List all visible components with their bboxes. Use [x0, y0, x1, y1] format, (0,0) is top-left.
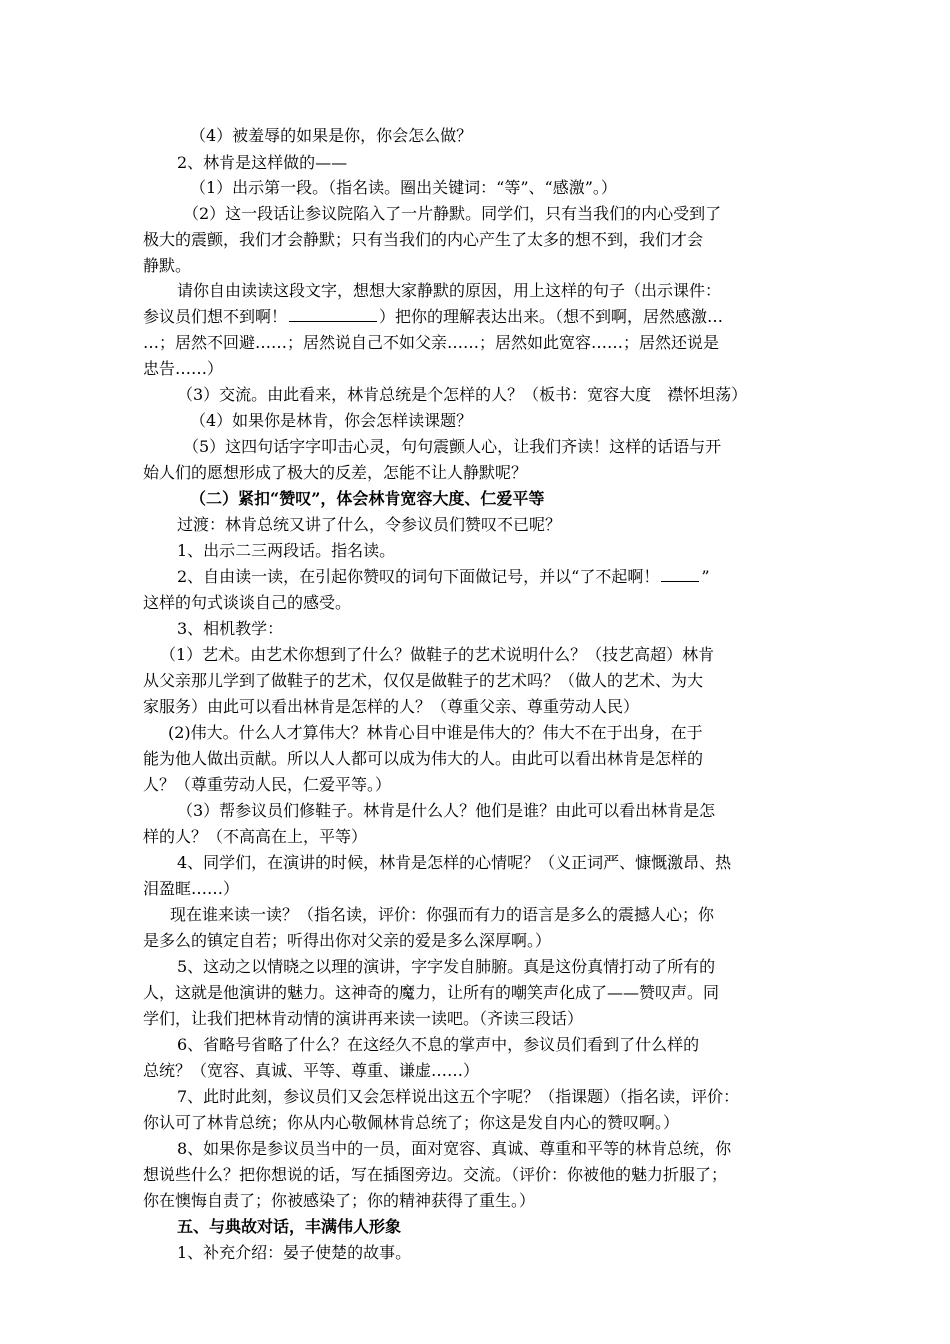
text-segment: 参议员们想不到啊！ — [143, 307, 288, 326]
text-line: 始人们的愿想形成了极大的反差，怎能不让人静默呢？ — [143, 463, 528, 482]
text-line: 泪盈眶……） — [143, 879, 240, 898]
text-line: （3）交流。由此看来，林肯总统是个怎样的人？（板书：宽容大度 襟怀坦荡） — [177, 385, 748, 404]
text-line: 极大的震颤，我们才会静默；只有当我们的内心产生了太多的想不到，我们才会 — [143, 230, 704, 249]
text-segment: 2、自由读一读，在引起你赞叹的词句下面做记号，并以“了不起啊！ — [177, 567, 660, 586]
text-line: (2)伟大。什么人才算伟大？林肯心目中谁是伟大的？伟大不在于出身，在于 — [168, 723, 703, 742]
text-line: …；居然不回避……；居然说自己不如父亲……；居然如此宽容……；居然还说是 — [143, 333, 720, 352]
text-line: 7、此时此刻，参议员们又会怎样说出这五个字呢？（指课题）（指名读，评价： — [177, 1087, 740, 1106]
text-line: 从父亲那儿学到了做鞋子的艺术，仅仅是做鞋子的艺术吗？（做人的艺术、为大 — [143, 671, 704, 690]
text-line: 3、相机教学： — [177, 619, 284, 638]
text-line: 静默。 — [143, 256, 192, 275]
text-line: 学们，让我们把林肯动情的演讲再来读一读吧。（齐读三段话） — [143, 1009, 584, 1028]
fill-in-blank — [661, 567, 699, 582]
text-line: 人？（尊重劳动人民，仁爱平等。） — [143, 775, 392, 794]
text-segment: ）把你的理解表达出来。（想不到啊，居然感激… — [379, 307, 724, 326]
text-line: 总统？（宽容、真诚、平等、尊重、谦虚……） — [143, 1061, 480, 1080]
text-line: 是多么的镇定自若；听得出你对父亲的爱是多么深厚啊。） — [143, 931, 552, 950]
text-line: 你在懊悔自责了；你被感染了；你的精神获得了重生。） — [143, 1191, 536, 1210]
text-line: （5）这四句话字字叩击心灵，句句震颤人心，让我们齐读！这样的话语与开 — [183, 437, 722, 456]
section-heading: （二）紧扣“赞叹”，体会林肯宽容大度、仁爱平等 — [190, 489, 545, 508]
text-line: 人，这就是他演讲的魅力。这神奇的魔力，让所有的嘲笑声化成了——赞叹声。同 — [143, 983, 720, 1002]
text-line: （4）被羞辱的如果是你，你会怎么做？ — [190, 126, 473, 145]
text-line: （4）如果你是林肯，你会怎样读课题？ — [190, 411, 473, 430]
text-line: （2）这一段话让参议院陷入了一片静默。同学们，只有当我们的内心受到了 — [183, 204, 722, 223]
text-line: 想说些什么？把你想说的话，写在插图旁边。交流。（评价：你被他的魅力折服了； — [143, 1165, 728, 1184]
fill-in-blank — [289, 307, 377, 322]
text-segment: ” — [701, 567, 710, 586]
text-line: 能为他人做出贡献。所以人人都可以成为伟大的人。由此可以看出林肯是怎样的 — [143, 749, 704, 768]
text-line: 1、补充介绍：晏子使楚的故事。 — [177, 1243, 412, 1262]
text-line: 过渡：林肯总统又讲了什么，令参议员们赞叹不已呢？ — [177, 515, 562, 534]
text-line: 忠告……） — [143, 359, 224, 378]
text-line: 6、省略号省略了什么？在这经久不息的掌声中，参议员们看到了什么样的 — [177, 1035, 700, 1054]
text-line: （1）艺术。由艺术你想到了什么？做鞋子的艺术说明什么？（技艺高超）林肯 — [160, 645, 715, 664]
text-line: 你认可了林肯总统；你从内心敬佩林肯总统了；你这是发自内心的赞叹啊。） — [143, 1113, 680, 1132]
text-line-with-blank — [143, 306, 813, 328]
text-line: 4、同学们，在演讲的时候，林肯是怎样的心情呢？（义正词严、慷慨激昂、热 — [177, 853, 732, 872]
text-line: （1）出示第一段。（指名读。圈出关键词：“等”、“感激”。） — [190, 178, 617, 197]
text-line: 这样的句式谈谈自己的感受。 — [143, 593, 352, 612]
text-line-with-blank — [177, 566, 847, 588]
section-heading: 五、与典故对话，丰满伟人形象 — [177, 1217, 402, 1236]
text-line: 1、出示二三两段话。指名读。 — [177, 541, 396, 560]
text-line: 家服务）由此可以看出林肯是怎样的人？（尊重父亲、尊重劳动人民） — [143, 697, 640, 716]
text-line: （3）帮参议员们修鞋子。林肯是什么人？他们是谁？由此可以看出林肯是怎 — [177, 801, 716, 820]
text-line: 请你自由读读这段文字，想想大家静默的原因，用上这样的句子（出示课件： — [177, 281, 722, 300]
text-line: 样的人？（不高高在上，平等） — [143, 827, 368, 846]
text-line: 2、林肯是这样做的—— — [177, 153, 348, 172]
text-line: 现在谁来读一读？（指名读，评价：你强而有力的语言是多么的震撼人心；你 — [170, 905, 715, 924]
text-line: 5、这动之以情晓之以理的演讲，字字发自肺腑。真是这份真情打动了所有的 — [177, 957, 716, 976]
text-line: 8、如果你是参议员当中的一员，面对宽容、真诚、尊重和平等的林肯总统，你 — [177, 1139, 732, 1158]
